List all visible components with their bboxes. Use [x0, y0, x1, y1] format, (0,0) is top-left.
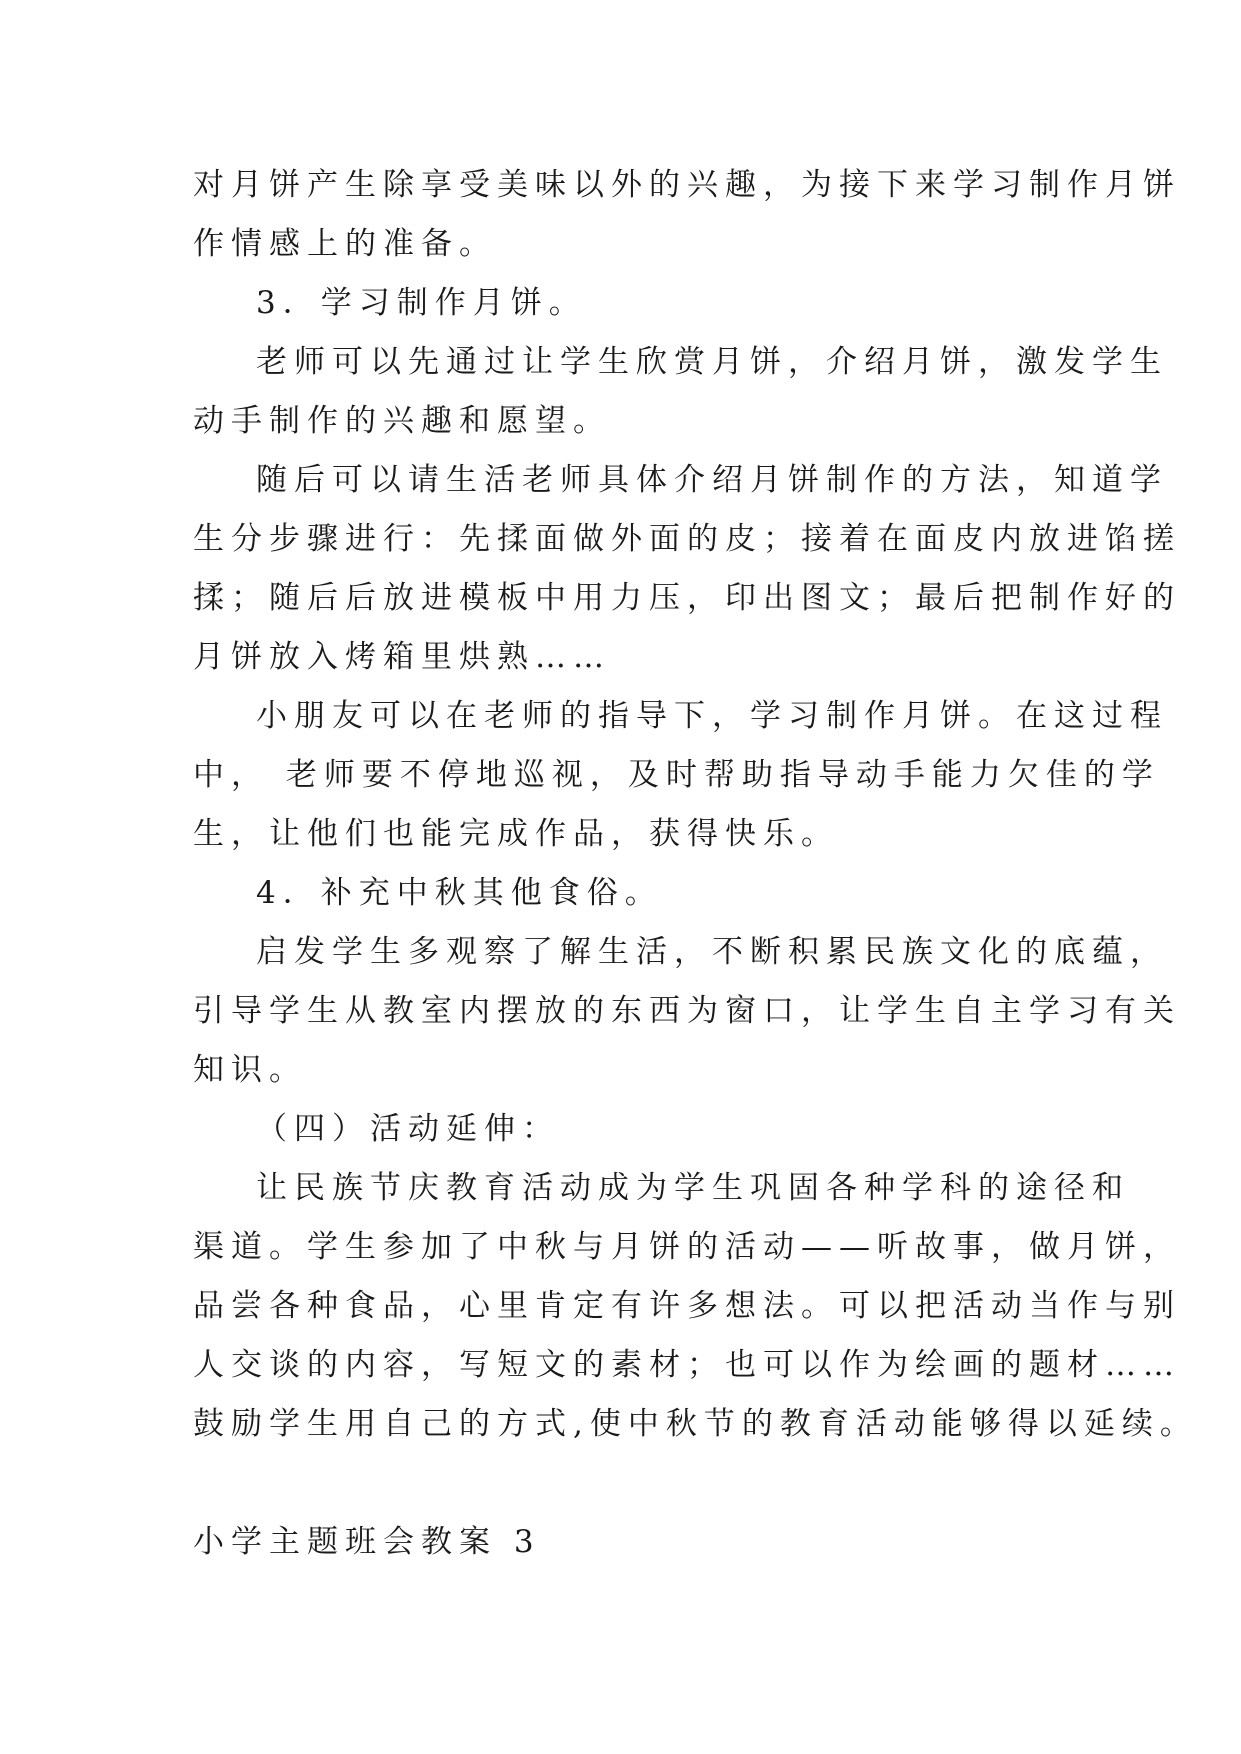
- body-text-line: 对月饼产生除享受美味以外的兴趣，为接下来学习制作月饼: [193, 167, 1181, 203]
- paragraph-first-line: 启发学生多观察了解生活，不断积累民族文化的底蕴，: [256, 934, 1168, 970]
- numbered-step-heading: 3．学习制作月饼。: [256, 285, 587, 321]
- body-text-line: 人交谈的内容，写短文的素材；也可以作为绘画的题材……: [193, 1347, 1181, 1383]
- body-text-line: 动手制作的兴趣和愿望。: [193, 403, 611, 439]
- numbered-step-heading: 4．补充中秋其他食俗。: [256, 875, 663, 911]
- paragraph-first-line: 随后可以请生活老师具体介绍月饼制作的方法，知道学: [256, 462, 1168, 498]
- paragraph-first-line: 老师可以先通过让学生欣赏月饼，介绍月饼，激发学生: [256, 344, 1168, 380]
- body-text-line: 揉；随后后放进模板中用力压，印出图文；最后把制作好的: [193, 580, 1181, 616]
- section-subheading: （四）活动延伸：: [256, 1111, 560, 1147]
- body-text-line: 品尝各种食品，心里肯定有许多想法。可以把活动当作与别: [193, 1288, 1181, 1324]
- paragraph-first-line: 让民族节庆教育活动成为学生巩固各种学科的途径和: [256, 1170, 1130, 1206]
- body-text-line: 作情感上的准备。: [193, 226, 497, 262]
- body-text-line: 知识。: [193, 1052, 307, 1088]
- body-text-line: 生分步骤进行：先揉面做外面的皮；接着在面皮内放进馅搓: [193, 521, 1181, 557]
- body-text-line: 鼓励学生用自己的方式,使中秋节的教育活动能够得以延续。: [193, 1406, 1198, 1442]
- body-text-line: 中， 老师要不停地巡视，及时帮助指导动手能力欠佳的学: [193, 757, 1160, 793]
- paragraph-first-line: 小朋友可以在老师的指导下，学习制作月饼。在这过程: [256, 698, 1168, 734]
- body-text-line: 月饼放入烤箱里烘熟……: [193, 639, 611, 675]
- section-title: 小学主题班会教案 3: [193, 1524, 541, 1560]
- body-text-line: 引导学生从教室内摆放的东西为窗口，让学生自主学习有关: [193, 993, 1181, 1029]
- body-text-line: 渠道。学生参加了中秋与月饼的活动——听故事，做月饼，: [193, 1229, 1181, 1265]
- body-text-line: 生，让他们也能完成作品，获得快乐。: [193, 816, 839, 852]
